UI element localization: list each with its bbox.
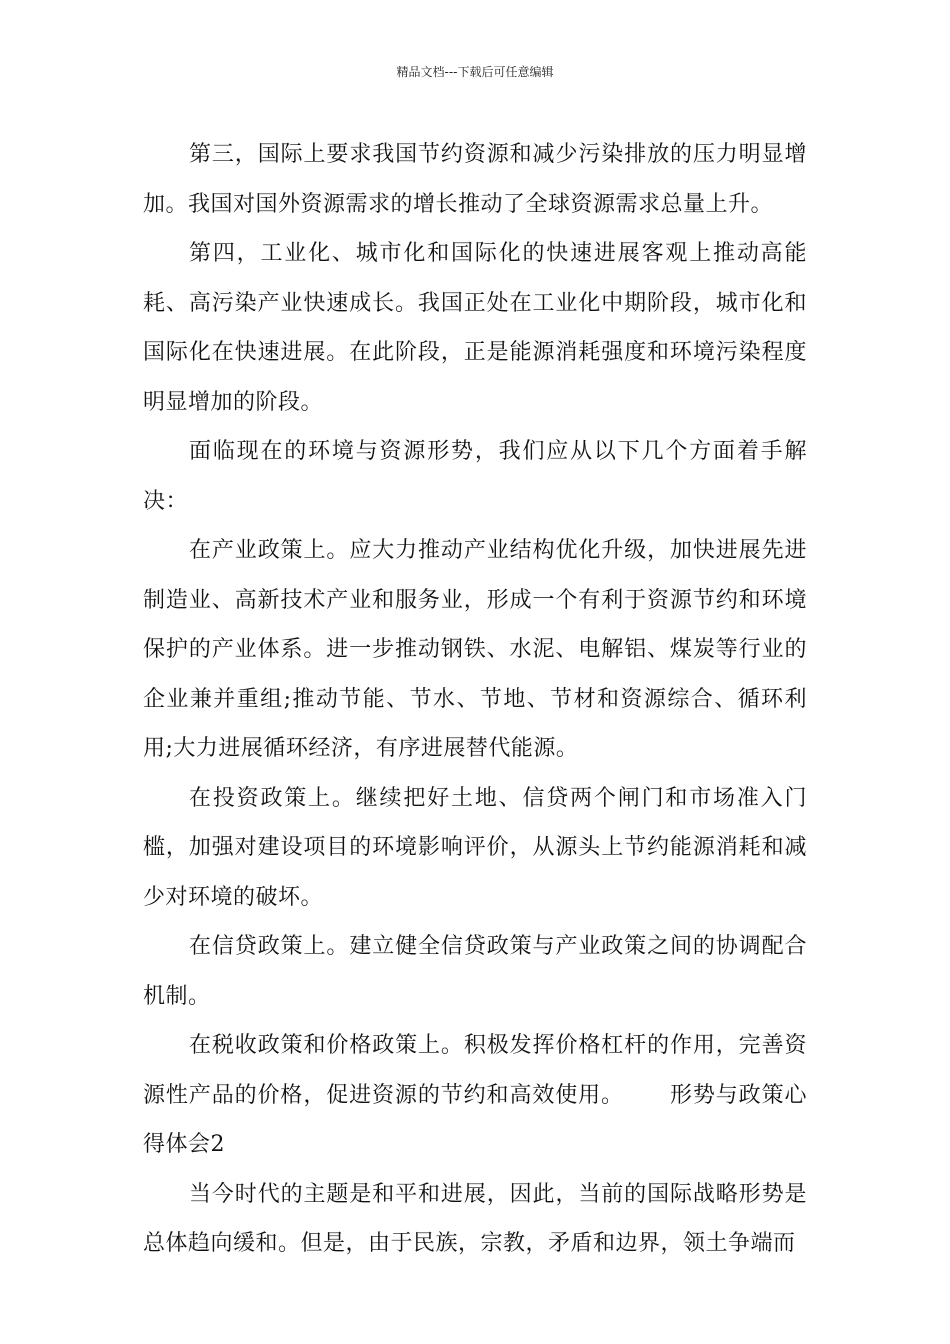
paragraph: 面临现在的环境与资源形势，我们应从以下几个方面着手解决：: [143, 439, 807, 514]
paragraph-text: 在税收政策和价格政策上。积极发挥价格杠杆的作用，完善资源性产品的价格，促进资源的节约和高效使用。: [143, 1033, 807, 1108]
section-heading: 形势与政策心得体会2: [143, 1082, 807, 1157]
paragraph: 第四，工业化、城市化和国际化的快速进展客观上推动高能耗、高污染产业快速成长。我国正处在工业化中期阶段，城市化和国际化在快速进展。在此阶段，正是能源消耗强度和环境污染程度明显增加的阶段。: [143, 241, 807, 415]
paragraph: 在产业政策上。应大力推动产业结构优化升级，加快进展先进制造业、高新技术产业和服务业，形成一个有利于资源节约和环境保护的产业体系。进一步推动钢铁、水泥、电解铝、煤炭等行业的企业兼并重组;推动节能、节水、节地、节材和资源综合、循环利用;大力进展循环经济，有序进展替代能源。: [143, 538, 807, 761]
paragraph: 在投资政策上。继续把好土地、信贷两个闸门和市场准入门槛，加强对建设项目的环境影响评价，从源头上节约能源消耗和减少对环境的破坏。: [143, 785, 807, 910]
paragraph: 当今时代的主题是和平和进展，因此，当前的国际战略形势是总体趋向缓和。但是，由于民族，宗教，矛盾和边界，领土争端而: [143, 1181, 807, 1256]
paragraph: 在信贷政策上。建立健全信贷政策与产业政策之间的协调配合机制。: [143, 934, 807, 1009]
document-body: [143, 130, 807, 1269]
page-header: 精品文档---下载后可任意编辑: [396, 65, 554, 79]
paragraph-with-heading: [143, 1021, 807, 1170]
paragraph: 第三，国际上要求我国节约资源和减少污染排放的压力明显增加。我国对国外资源需求的增长推动了全球资源需求总量上升。: [143, 142, 807, 217]
